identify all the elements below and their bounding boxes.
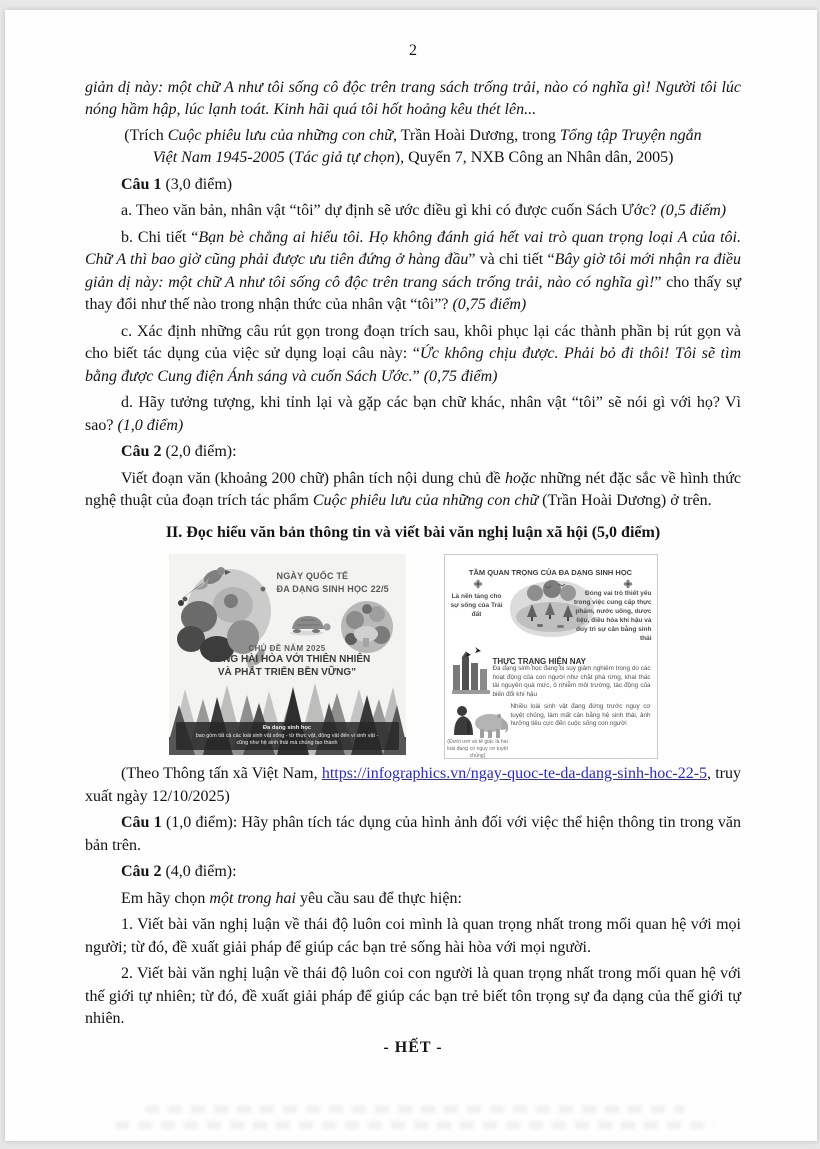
caption-title: Đa dạng sinh học xyxy=(262,725,312,732)
question1-item-b: b. Chi tiết “Bạn bè chẳng ai hiểu tôi. Họ không đánh giá hết vai trò quan trọng loại A của tôi. Chữ A thì bao giờ cũng phải được ưu tiên đứng ở hàng đầu” và chi tiết “Bây giờ tôi mới nhận ra điều giản dị này: một chữ A như tôi sống cô độc trên trang sách trống trải, nào có nghĩa gì!” cho thấy sự thay đổi như thế nào trong nhận thức của nhân vật “tôi”? (0,75 điểm) xyxy=(85,228,742,313)
orangutan-rhino-icon xyxy=(450,701,508,739)
caption-line1: bao gồm tất cả các loài sinh vật sống - từ thực vật, động vật đến vi sinh vật - xyxy=(195,732,379,739)
infographics-row xyxy=(85,554,741,759)
section2-heading: II. Đọc hiểu văn bản thông tin và viết bài văn nghị luận xã hội (5,0 điểm) xyxy=(165,523,661,541)
status-paragraph-1: Đa dạng sinh học đang bị suy giảm nghiêm trọng do các hoạt động của con người như chặt phá rừng, khai thác tài nguyên quá mức, ô nhiễm môi trường, tác động của biến đổi khí hậu xyxy=(492,665,651,698)
status-heading: THỰC TRẠNG HIỆN NAY xyxy=(492,657,586,666)
importance-point-right: Đóng vai trò thiết yếu trong việc cung cấp thực phẩm, nước uống, dược liệu, điều hòa khí hậu và duy trì sự cân bằng sinh thái xyxy=(573,590,652,642)
infographic-left-title: NGÀY QUỐC TẾ ĐA DẠNG SINH HỌC 22/5 xyxy=(276,571,389,594)
importance-point-left: Là nền tảng cho sự sống của Trái đất xyxy=(450,593,503,618)
caption-line2: cũng như hệ sinh thái mà chúng tạo thành xyxy=(236,739,338,746)
animal-caption: (Đười ươi và tê giác là hai loài đang có nguy cơ tuyệt chủng) xyxy=(447,739,508,759)
section2-question2-heading: Câu 2 (4,0 điểm): xyxy=(121,863,237,880)
question2-body: Viết đoạn văn (khoảng 200 chữ) phân tích nội dung chủ đề hoặc những nét đặc sắc về hình thức nghệ thuật của đoạn trích tác phẩm Cuộc phiêu lưu của những con chữ (Trần Hoài Dương) ở trên. xyxy=(85,469,741,509)
paper-sheet xyxy=(5,10,817,1141)
bleedthrough-artifact xyxy=(145,1105,685,1113)
page-content xyxy=(5,10,817,1059)
source-suffix: , truy xuất ngày 12/10/2025) xyxy=(85,765,741,805)
question1-item-c: c. Xác định những câu rút gọn trong đoạn trích sau, khôi phục lại các thành phần bị rút gọn và cho biết tác dụng của việc sử dụng loại câu này: “Ức không chịu được. Phải bỏ đi thôi! Tôi sẽ tìm bằng được Cung điện Ánh sáng và cuốn Sách Ước.” (0,75 điểm) xyxy=(85,322,741,385)
turtle-icon xyxy=(287,608,335,636)
end-marker: - HẾT - xyxy=(383,1038,443,1056)
deforestation-icon xyxy=(452,647,490,695)
flower-icon xyxy=(623,579,633,589)
status-paragraph-2: Nhiều loài sinh vật đang đứng trước nguy cơ tuyệt chủng, làm mất cân bằng hệ sinh thái, ảnh hưởng tiêu cực đến cuộc sống con người xyxy=(510,703,651,727)
infographic-source-link[interactable]: https://infographics.vn/ngay-quoc-te-da-dang-sinh-hoc-22-5 xyxy=(321,765,708,782)
source-prefix: (Theo Thông tấn xã Việt Nam, xyxy=(121,765,322,782)
question1-item-a: a. Theo văn bản, nhân vật “tôi” dự định sẽ ước điều gì khi có được cuốn Sách Ước? (0,5 điểm) xyxy=(121,202,727,219)
question2-heading: Câu 2 (2,0 điểm): xyxy=(121,443,237,460)
question1-item-d: d. Hãy tưởng tượng, khi tỉnh lại và gặp các bạn chữ khác, nhân vật “tôi” sẽ nói gì với họ? Vì sao? (1,0 điểm) xyxy=(85,394,741,434)
section2-question1: Câu 1 (1,0 điểm): Hãy phân tích tác dụng của hình ảnh đối với việc thể hiện thông tin trong văn bản trên. xyxy=(85,814,741,854)
question1-heading: Câu 1 (3,0 điểm) xyxy=(121,175,233,193)
flower-icon xyxy=(473,579,483,589)
bleedthrough-artifact xyxy=(115,1121,715,1129)
section2-option-1: 1. Viết bài văn nghị luận về thái độ luôn coi mình là quan trọng nhất trong mối quan hệ với mọi người; từ đó, đề xuất giải pháp để giúp các bạn trẻ sống hài hòa với mọi người. xyxy=(85,916,741,956)
section2-option-2: 2. Viết bài văn nghị luận về thái độ luôn coi con người là quan trọng nhất trong mối quan hệ với thế giới tự nhiên; từ đó, đề xuất giải pháp để giúp các bạn trẻ biết tôn trọng sự đa dạng của thế giới tự nhiên. xyxy=(85,965,741,1027)
infographic-right-title: TẦM QUAN TRỌNG CỦA ĐA DẠNG SINH HỌC xyxy=(468,568,633,577)
excerpt-continuation: giản dị này: một chữ A như tôi sống cô độc trên trang sách trống trải, nào có nghĩa gì! Người tôi lúc nóng hầm hập, lúc lạnh toát. Kinh hãi quá tôi hốt hoảng kêu thét lên... xyxy=(85,78,741,118)
infographic-left-theme-line1: “SỐNG HÀI HÒA VỚI THIÊN NHIÊN xyxy=(203,654,371,665)
biodiversity-importance-infographic xyxy=(444,554,658,759)
excerpt-citation-line2: Việt Nam 1945-2005 (Tác giả tự chọn), Quyển 7, NXB Công an Nhân dân, 2005) xyxy=(152,149,674,166)
biodiversity-day-infographic xyxy=(169,554,406,755)
section2-question2-intro: Em hãy chọn một trong hai yêu cầu sau để thực hiện: xyxy=(121,889,462,907)
page-number: 2 xyxy=(409,42,417,59)
infographic-left-theme-line2: VÀ PHÁT TRIỂN BỀN VỮNG” xyxy=(217,667,357,678)
infographic-source xyxy=(85,763,741,808)
infographic-left-caption xyxy=(176,722,399,750)
excerpt-citation-line1: (Trích Cuộc phiêu lưu của những con chữ, Trần Hoài Dương, trong Tổng tập Truyện ngắn xyxy=(124,126,702,144)
infographic-left-theme-label: CHỦ ĐỀ NĂM 2025 xyxy=(248,644,326,653)
